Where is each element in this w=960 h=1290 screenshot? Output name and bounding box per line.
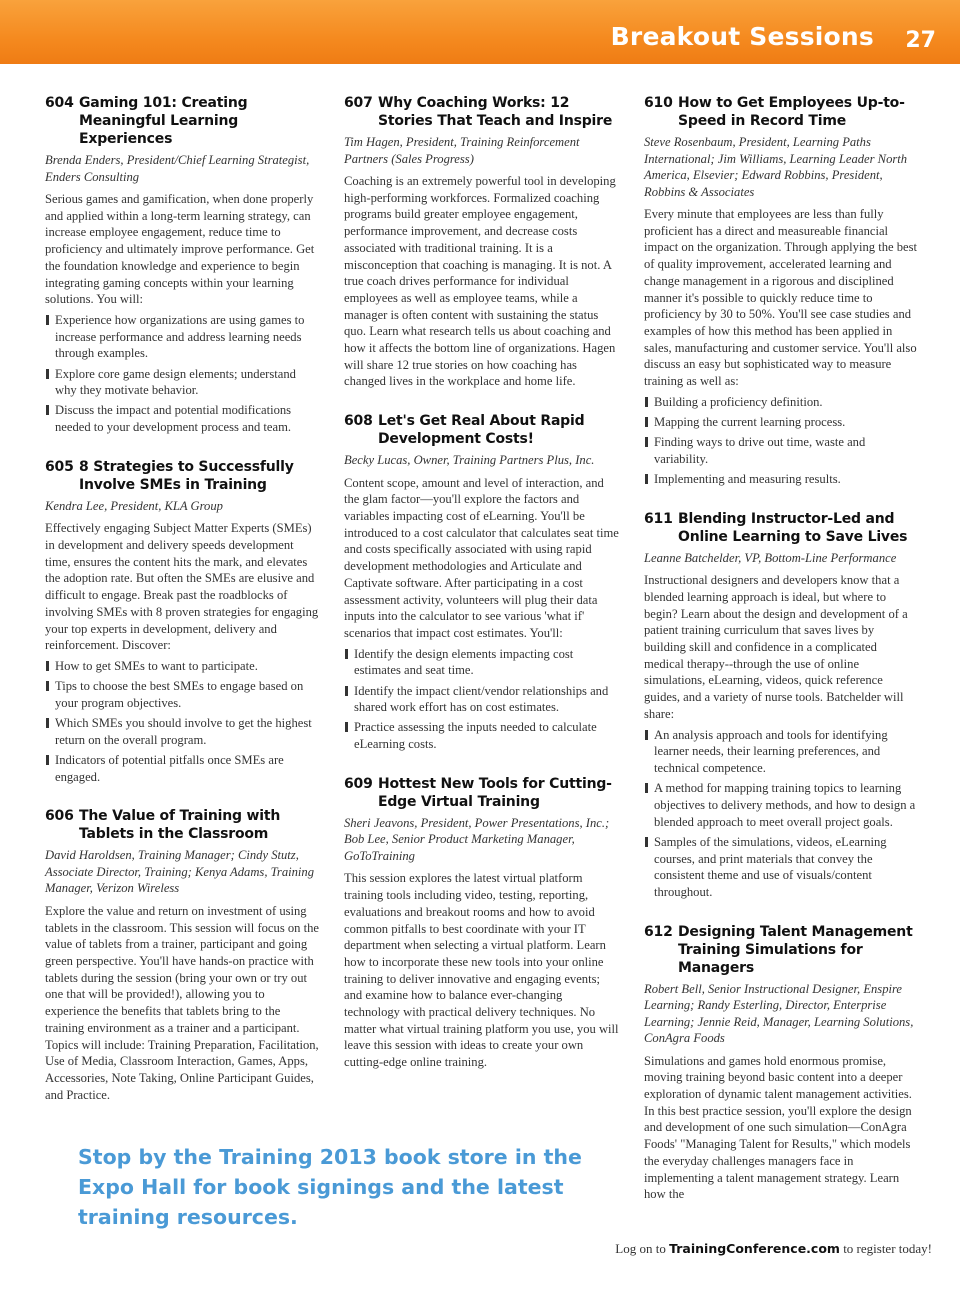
session-bullet-list xyxy=(644,394,919,488)
session-title: How to Get Employees Up-to-Speed in Record Time xyxy=(678,95,905,129)
session-speakers: Leanne Batchelder, VP, Bottom-Line Performance xyxy=(644,550,897,565)
session-609 xyxy=(344,775,619,1071)
session-title: 8 Strategies to Successfully Involve SMEs in Training xyxy=(79,458,294,493)
session-607 xyxy=(344,94,619,390)
session-606 xyxy=(45,807,320,1103)
session-speakers: Robert Bell, Senior Instructional Designer, Enspire Learning; Randy Esterling, Director, Enterprise Learning; Jennie Reid, Manager, Learning Solutions, ConAgra Foods xyxy=(644,981,914,1046)
session-title: The Value of Training with Tablets in the Classroom xyxy=(79,808,281,843)
list-item: Samples of the simulations, videos, eLearning courses, and print materials that convey the consistent theme and use of visuals/content throughout. xyxy=(644,834,919,901)
session-speakers: Tim Hagen, President, Training Reinforcement Partners (Sales Progress) xyxy=(344,135,580,166)
list-item: An analysis approach and tools for identifying learner needs, their learning preferences, and technical competence. xyxy=(644,727,919,777)
session-description: Every minute that employees are less than fully proficient has a direct and measureable financial impact on the organization. Through applying the best of quality improvement, accelerated learning and change management in a rigorous and disciplined manner it's possible to quickly reduce time to proficiency by 30 to 50%. You'll see case studies and examples of how this method has been applied in sales, manufacturing and customer service. You'll also discuss an easy but sophisticated way to measure training as well as: xyxy=(644,207,918,389)
session-description: Content scope, amount and level of interaction, and the glam factor—you'll explore the factors and variables impacting cost of eLearning. You'll be introduced to a cost calculator that calculates seat time and costs specifically associated with using rapid development methodologies and Articulate and Captivate software. After participating in a cost assessment activity, volunteers will plug their data inputs into the calculator to see various 'what if' scenarios that impact cost estimates. You'll: xyxy=(344,475,619,640)
list-item: Identify the impact client/vendor relationships and shared work effort has on cost estimates. xyxy=(344,683,619,716)
session-description: Simulations and games hold enormous promise, moving training beyond basic content into a deeper exploration of dynamic talent management activities. In this best practice session, you'll explore the design and development of one such simulation—ConAgra Foods' "Managing Talent for Results," which models the everyday challenges managers face in implementing a talent management strategy. Learn how the xyxy=(644,1053,912,1202)
session-612 xyxy=(644,923,919,1203)
session-description: Serious games and gamification, when done properly and applied within a long-term learning strategy, can increase employee engagement, reduce time to proficiency and ultimately improve performance. Get the foundation knowledge and experience to begin integrating gaming concepts within your learning solutions. You will: xyxy=(45,192,315,307)
session-description: Instructional designers and developers know that a blended learning approach is ideal, but where to begin? Learn about the design and development of a patient training curriculum that saves lives by building skill and confidence in a complicated medical therapy--through the use of online simulations, eLearning, videos, quick reference guides, and a variety of nurse tools. Batchelder will share: xyxy=(644,573,908,721)
session-604 xyxy=(45,94,320,436)
session-heading xyxy=(344,94,619,130)
session-number: 610 xyxy=(644,95,673,111)
session-number: 611 xyxy=(644,510,673,527)
session-number: 605 xyxy=(45,458,74,475)
list-item: Explore core game design elements; understand why they motivate behavior. xyxy=(45,366,320,399)
list-item: Discuss the impact and potential modifications needed to your development process and team. xyxy=(45,402,320,435)
list-item: How to get SMEs to want to participate. xyxy=(45,658,320,675)
session-title: Hottest New Tools for Cutting-Edge Virtual Training xyxy=(378,775,612,810)
list-item: Mapping the current learning process. xyxy=(644,414,919,431)
session-speakers: Becky Lucas, Owner, Training Partners Plus, Inc. xyxy=(344,453,595,468)
session-speakers: Steve Rosenbaum, President, Learning Paths International; Jim Williams, Learning Leader North America, Elsevier; Edward Robbins, President, Robbins & Associates xyxy=(644,135,908,199)
session-title: Gaming 101: Creating Meaningful Learning Experiences xyxy=(79,95,248,147)
header-band xyxy=(0,0,960,64)
session-heading xyxy=(45,807,320,843)
session-number: 604 xyxy=(45,95,74,111)
session-heading xyxy=(45,458,320,494)
session-title: Let's Get Real About Rapid Development Costs! xyxy=(378,413,585,448)
session-heading xyxy=(644,510,919,546)
session-speakers: David Haroldsen, Training Manager; Cindy Stutz, Associate Director, Training; Kenya Adams, Training Manager, Verizon Wireless xyxy=(45,848,315,896)
session-number: 606 xyxy=(45,808,74,825)
list-item: Indicators of potential pitfalls once SMEs are engaged. xyxy=(45,752,320,785)
session-description: Explore the value and return on investment of using tablets in the classroom. This session will focus on the value of tablets from a trainer, participant and going green perspective. You'll have hands-on practice with tablets during the session (bring your own or try out one that will be provided!), allowing you to experience the benefits that tablets bring to the training environment as a trainer and a participant. Topics will include: Training Preparation, Facilitation, Use of Media, Classroom Interaction, Games, Apps, Accessories, Note Taking, Online Participant Guides, and Practice. xyxy=(45,903,320,1102)
session-611 xyxy=(644,510,919,901)
session-605 xyxy=(45,458,320,786)
list-item: Which SMEs you should involve to get the highest return on the overall program. xyxy=(45,715,320,748)
session-heading xyxy=(45,94,320,148)
footer-suffix: to register today! xyxy=(839,1241,932,1256)
section-title: Breakout Sessions xyxy=(610,22,874,51)
session-description: This session explores the latest virtual platform training tools including video, testing, reporting, evaluations and breakout rooms and how to avoid common pitfalls to best coordinate with your IT department when selecting a virtual platform. Learn how to incorporate these new tools into your online training to deliver innovative and engaging events; and examine how to balance ever-changing technology with practical delivery techniques. No matter what virtual training platform you use, you will leave this session with ideas to create your own cutting-edge online training. xyxy=(344,871,619,1070)
list-item: A method for mapping training topics to learning objectives to delivery methods, and how to design a blended approach to meet overall project goals. xyxy=(644,780,919,830)
session-bullet-list xyxy=(45,312,320,436)
list-item: Building a proficiency definition. xyxy=(644,394,919,411)
column-3 xyxy=(644,94,919,1225)
session-title: Designing Talent Management Training Simulations for Managers xyxy=(678,923,913,976)
session-speakers: Sheri Jeavons, President, Power Presentations, Inc.; Bob Lee, Senior Product Marketing Manager, GoToTraining xyxy=(344,815,610,863)
session-description: Effectively engaging Subject Matter Experts (SMEs) in development and delivery speeds development time, ensures the content hits the mark, and elevates the adoption rate. But often the SMEs are elusive and difficult to engage. Break past the roadblocks of involving SMEs with 8 proven strategies for engaging your top experts in development, delivery and reinforcement. Discover: xyxy=(45,521,319,653)
book-store-promo: Stop by the Training 2013 book store in the Expo Hall for book signings and the latest training resources. xyxy=(78,1145,582,1229)
list-item: Identify the design elements impacting cost estimates and seat time. xyxy=(344,646,619,679)
footer-url-link[interactable]: TrainingConference.com xyxy=(669,1241,840,1256)
session-number: 608 xyxy=(344,413,373,430)
session-heading xyxy=(644,923,919,977)
session-description: Coaching is an extremely powerful tool in developing high-performing workforces. Formalized coaching programs build greater employee engagement, performance improvement, and decrease costs associated with traditional training. It is a misconception that coaching is managing. It is not. A true coach drives performance for individual employees as well as employee teams, while a manager is often content with sustaining the status quo. Learn what research tells us about coaching and how it affects the bottom line of organizations. Hagen will share 12 true stories on how coaching has changed lives in the workplace and home life. xyxy=(344,174,616,389)
session-bullet-list xyxy=(344,646,619,753)
session-number: 612 xyxy=(644,923,673,940)
list-item: Finding ways to drive out time, waste and variability. xyxy=(644,434,919,467)
list-item: Practice assessing the inputs needed to calculate eLearning costs. xyxy=(344,719,619,752)
session-number: 609 xyxy=(344,775,373,792)
list-item: Implementing and measuring results. xyxy=(644,471,919,488)
page-number: 27 xyxy=(905,28,936,53)
list-item: Tips to choose the best SMEs to engage based on your program objectives. xyxy=(45,678,320,711)
footer-prefix: Log on to xyxy=(615,1241,670,1256)
session-608 xyxy=(344,412,619,753)
session-bullet-list xyxy=(644,727,919,901)
session-610 xyxy=(644,94,919,488)
session-bullet-list xyxy=(45,658,320,785)
column-1 xyxy=(45,94,320,1125)
column-2 xyxy=(344,94,619,1093)
session-number: 607 xyxy=(344,95,373,111)
list-item: Experience how organizations are using games to increase performance and address learning needs through examples. xyxy=(45,312,320,362)
footer xyxy=(615,1241,932,1257)
session-title: Why Coaching Works: 12 Stories That Teach and Inspire xyxy=(378,95,613,129)
session-heading xyxy=(344,775,619,811)
session-speakers: Kendra Lee, President, KLA Group xyxy=(45,498,223,513)
session-speakers: Brenda Enders, President/Chief Learning Strategist, Enders Consulting xyxy=(45,153,310,184)
session-heading xyxy=(344,412,619,448)
session-title: Blending Instructor-Led and Online Learning to Save Lives xyxy=(678,510,908,545)
session-heading xyxy=(644,94,919,130)
